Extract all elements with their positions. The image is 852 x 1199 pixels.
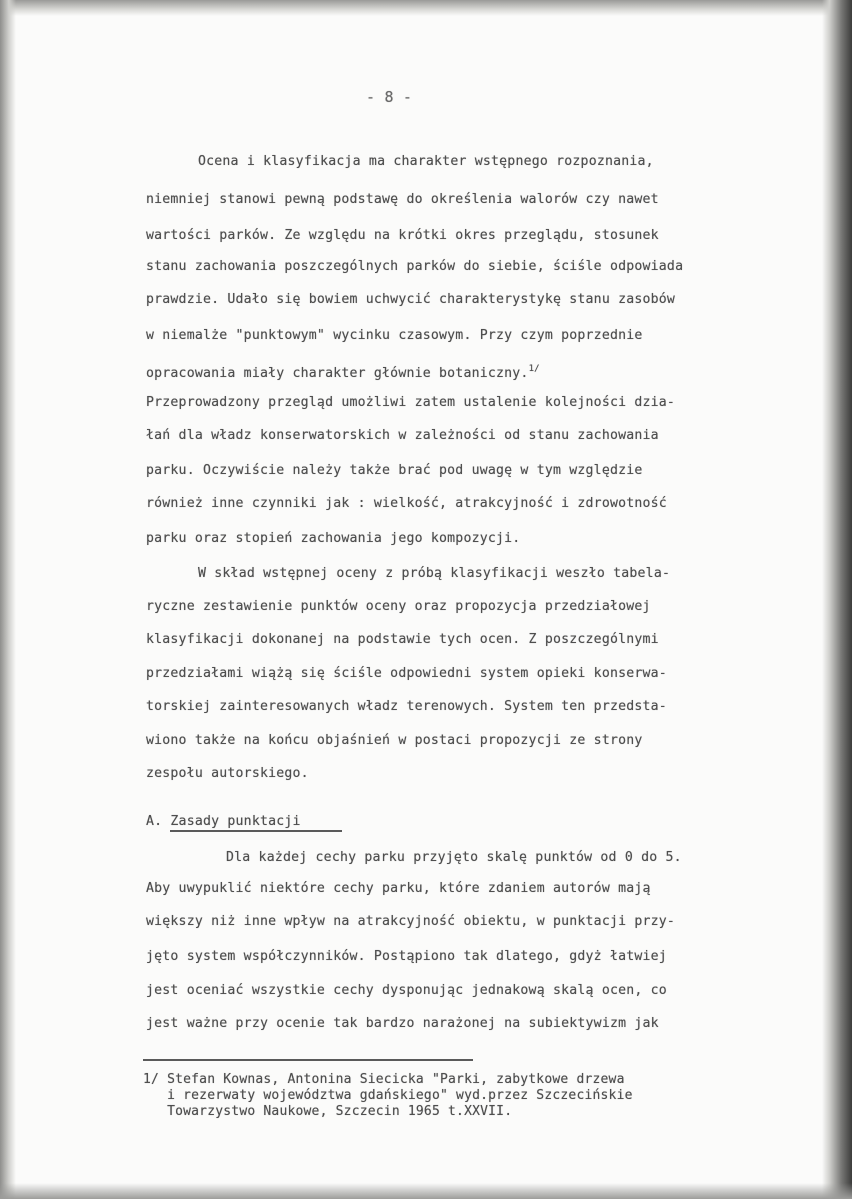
section-paragraph-line-1: Dla każdej cechy parku przyjęto skalę punktów od 0 do 5. (226, 850, 682, 865)
paragraph-3-line-7: zespołu autorskiego. (146, 766, 309, 781)
section-paragraph-line-6: jest ważne przy ocenie tak bardzo narażonej na subiektywizm jak (146, 1016, 659, 1031)
scan-shadow-top (0, 0, 852, 16)
paragraph-2-line-5: parku oraz stopień zachowania jego kompozycji. (146, 531, 521, 546)
section-paragraph-line-2: Aby uwypuklić niektóre cechy parku, które zdaniem autorów mają (146, 881, 651, 896)
page-number: - 8 - (366, 88, 413, 106)
section-heading (146, 813, 301, 831)
footnote-reference: 1/ (528, 364, 540, 374)
paragraph-1-line-6: w niemalże "punktowym" wycinku czasowym. Przy czym poprzednie (146, 328, 643, 343)
paragraph-1-line-4: stanu zachowania poszczególnych parków do siebie, ściśle odpowiada (146, 259, 684, 274)
paragraph-1-line-1: Ocena i klasyfikacja ma charakter wstępnego rozpoznania, (198, 154, 654, 169)
section-prefix: A. (146, 814, 163, 829)
paragraph-1-line-5: prawdzie. Udało się bowiem uchwycić charakterystykę stanu zasobów (146, 292, 676, 307)
paragraph-3-line-6: wiono także na końcu objaśnień w postaci propozycji ze strony (146, 733, 643, 748)
paragraph-2-line-4: również inne czynniki jak : wielkość, atrakcyjność i zdrowotność (146, 496, 667, 511)
footnote-line-2: i rezerwaty województwa gdańskiego" wyd.przez Szczecińskie (143, 1088, 633, 1103)
paragraph-3-line-2: ryczne zestawienie punktów oceny oraz propozycja przedziałowej (146, 599, 651, 614)
paragraph-1-line-7-text: opracowania miały charakter głównie botaniczny. (146, 366, 529, 381)
paragraph-1-line-7 (146, 360, 540, 383)
section-paragraph-line-3: większy niż inne wpływ na atrakcyjność obiektu, w punktacji przy- (146, 914, 676, 929)
section-paragraph-line-4: jęto system współczynników. Postąpiono tak dlatego, gdyż łatwiej (146, 949, 667, 964)
scan-shadow-bottom (0, 1183, 852, 1199)
paragraph-3-line-5: torskiej zainteresowanych władz terenowych. System ten przedsta- (146, 699, 667, 714)
paragraph-3-line-1: W skład wstępnej oceny z próbą klasyfikacji weszło tabela- (198, 566, 671, 581)
paragraph-1-line-2: niemniej stanowi pewną podstawę do określenia walorów czy nawet (146, 192, 659, 207)
paragraph-3-line-4: przedziałami wiążą się ściśle odpowiedni system opieki konserwa- (146, 666, 667, 681)
paragraph-2-line-3: parku. Oczywiście należy także brać pod uwagę w tym względzie (146, 463, 643, 478)
paragraph-2-line-2: łań dla władz konserwatorskich w zależności od stanu zachowania (146, 428, 659, 443)
scan-shadow-right (822, 0, 852, 1199)
footnote-separator (143, 1059, 473, 1061)
paragraph-3-line-3: klasyfikacji dokonanej na podstawie tych ocen. Z poszczególnymi (146, 632, 659, 647)
scan-shadow-left (0, 0, 16, 1199)
footnote-line-1: 1/ Stefan Kownas, Antonina Siecicka "Parki, zabytkowe drzewa (143, 1072, 625, 1087)
section-paragraph-line-5: jest oceniać wszystkie cechy dysponując jednakową skalą ocen, co (146, 983, 667, 998)
section-title-underline (170, 830, 342, 832)
section-title: Zasady punktacji (170, 814, 301, 829)
paragraph-2-line-1: Przeprowadzony przegląd umożliwi zatem ustalenie kolejności dzia- (146, 395, 676, 410)
paragraph-1-line-3: wartości parków. Ze względu na krótki okres przeglądu, stosunek (146, 228, 659, 243)
footnote-line-3: Towarzystwo Naukowe, Szczecin 1965 t.XXVII. (143, 1104, 513, 1119)
